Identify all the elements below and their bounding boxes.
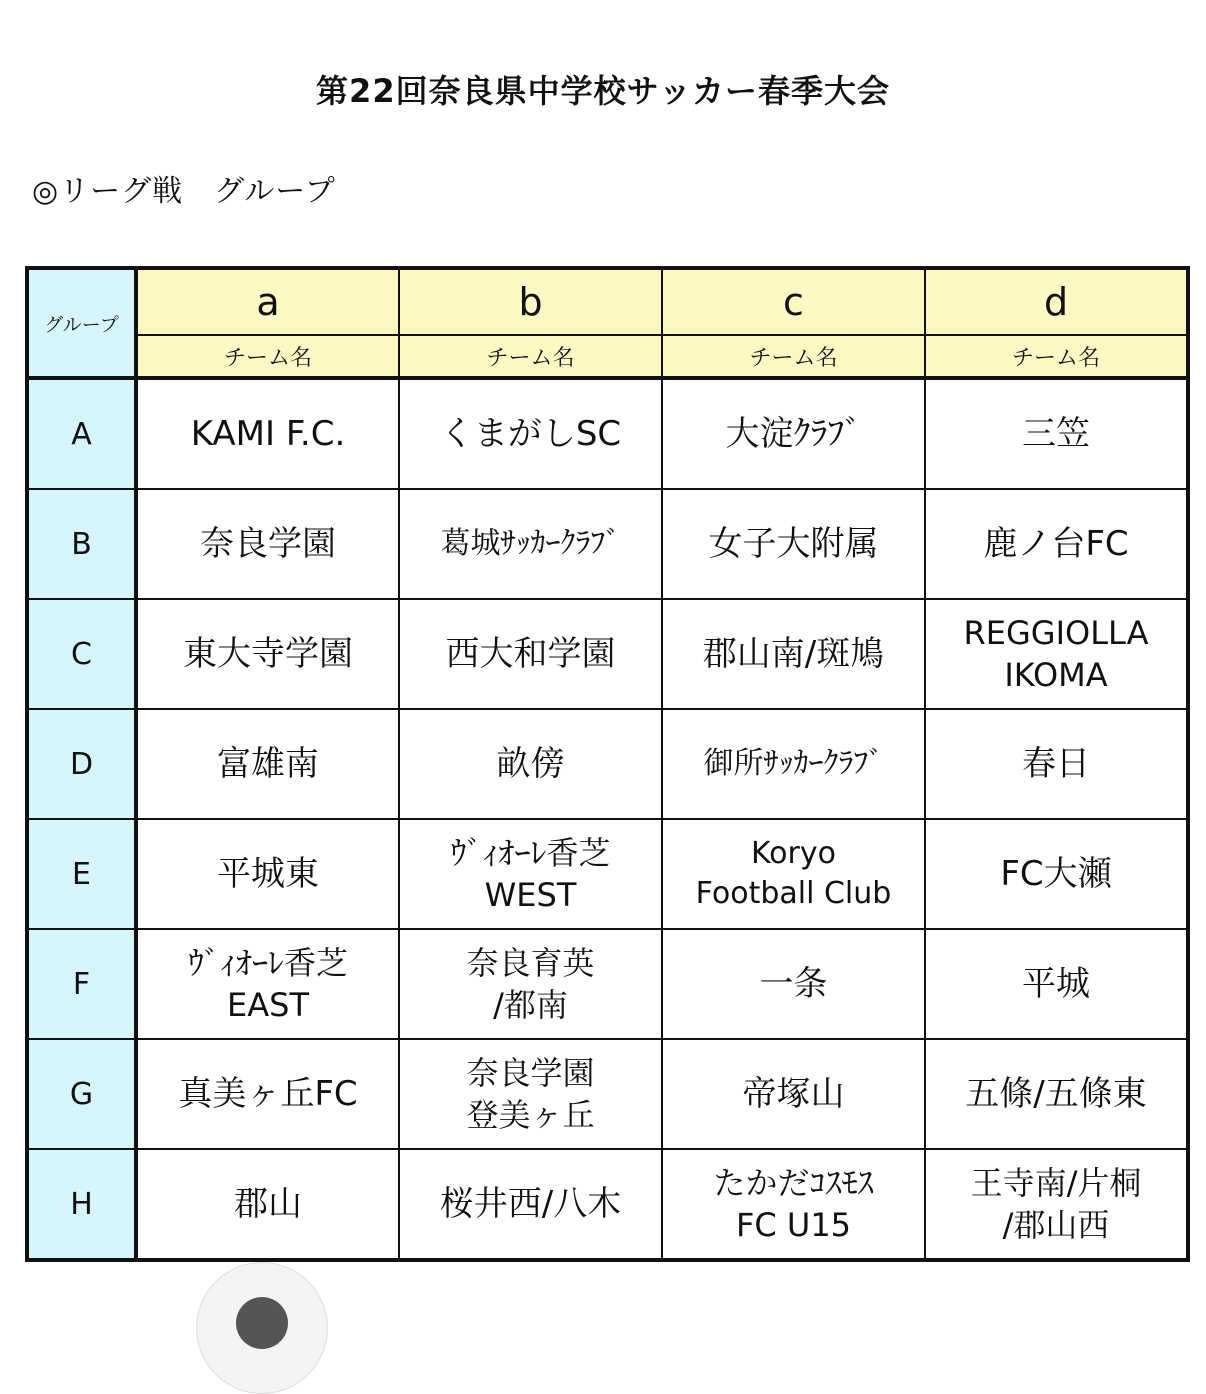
table-row <box>27 378 1188 489</box>
group-label: H <box>27 1149 136 1260</box>
team-cell: 帝塚山 <box>662 1039 925 1149</box>
table-row <box>27 599 1188 709</box>
team-cell: 御所ｻｯｶｰｸﾗﾌﾞ <box>662 709 925 819</box>
team-cell: くまがしSC <box>399 378 662 489</box>
page-title: 第22回奈良県中学校サッカー春季大会 <box>316 72 890 110</box>
column-header-b: b <box>399 268 662 335</box>
team-cell: Koryo Football Club <box>662 819 925 929</box>
team-cell: ｳﾞｨｵｰﾚ香芝 WEST <box>399 819 662 929</box>
table-row <box>27 489 1188 599</box>
team-cell: FC大瀬 <box>925 819 1188 929</box>
column-header-d: d <box>925 268 1188 335</box>
team-cell: 畝傍 <box>399 709 662 819</box>
group-label: A <box>27 378 136 489</box>
group-label: B <box>27 489 136 599</box>
team-cell: 鹿ノ台FC <box>925 489 1188 599</box>
column-header-a: a <box>136 268 399 335</box>
group-label: C <box>27 599 136 709</box>
table-row <box>27 1149 1188 1260</box>
section-subtitle: ◎リーグ戦 グループ <box>32 174 336 209</box>
column-subheader-c: チーム名 <box>662 335 925 378</box>
team-cell: ｳﾞｨｵｰﾚ香芝 EAST <box>136 929 399 1039</box>
team-cell: 三笠 <box>925 378 1188 489</box>
team-cell: 桜井西/八木 <box>399 1149 662 1260</box>
group-label: E <box>27 819 136 929</box>
team-cell: 一条 <box>662 929 925 1039</box>
team-cell: 郡山 <box>136 1149 399 1260</box>
team-cell: REGGIOLLA IKOMA <box>925 599 1188 709</box>
column-header-c: c <box>662 268 925 335</box>
team-cell: 西大和学園 <box>399 599 662 709</box>
team-cell: 女子大附属 <box>662 489 925 599</box>
team-cell: 春日 <box>925 709 1188 819</box>
group-label: F <box>27 929 136 1039</box>
column-subheader-row <box>27 335 1188 378</box>
team-cell: 東大寺学園 <box>136 599 399 709</box>
team-cell: 平城 <box>925 929 1188 1039</box>
button-icon <box>236 1297 288 1349</box>
group-label: D <box>27 709 136 819</box>
team-cell: 奈良学園 <box>136 489 399 599</box>
team-cell: 奈良育英 /都南 <box>399 929 662 1039</box>
team-cell: 王寺南/片桐 /郡山西 <box>925 1149 1188 1260</box>
table-row <box>27 1039 1188 1149</box>
column-subheader-a: チーム名 <box>136 335 399 378</box>
group-label: G <box>27 1039 136 1149</box>
table-row <box>27 929 1188 1039</box>
team-cell: 葛城ｻｯｶｰｸﾗﾌﾞ <box>399 489 662 599</box>
team-cell: 五條/五條東 <box>925 1039 1188 1149</box>
team-cell: 富雄南 <box>136 709 399 819</box>
league-group-table <box>25 266 1190 1262</box>
team-cell: 郡山南/斑鳩 <box>662 599 925 709</box>
column-subheader-b: チーム名 <box>399 335 662 378</box>
team-cell: たかだｺｽﾓｽ FC U15 <box>662 1149 925 1260</box>
team-cell: 平城東 <box>136 819 399 929</box>
column-header-row <box>27 268 1188 335</box>
team-cell: KAMI F.C. <box>136 378 399 489</box>
floating-action-button[interactable] <box>196 1262 328 1394</box>
team-cell: 真美ヶ丘FC <box>136 1039 399 1149</box>
team-cell: 大淀ｸﾗﾌﾞ <box>662 378 925 489</box>
column-subheader-d: チーム名 <box>925 335 1188 378</box>
group-column-header: グループ <box>27 268 136 378</box>
table-row <box>27 819 1188 929</box>
table-row <box>27 709 1188 819</box>
team-cell: 奈良学園 登美ヶ丘 <box>399 1039 662 1149</box>
